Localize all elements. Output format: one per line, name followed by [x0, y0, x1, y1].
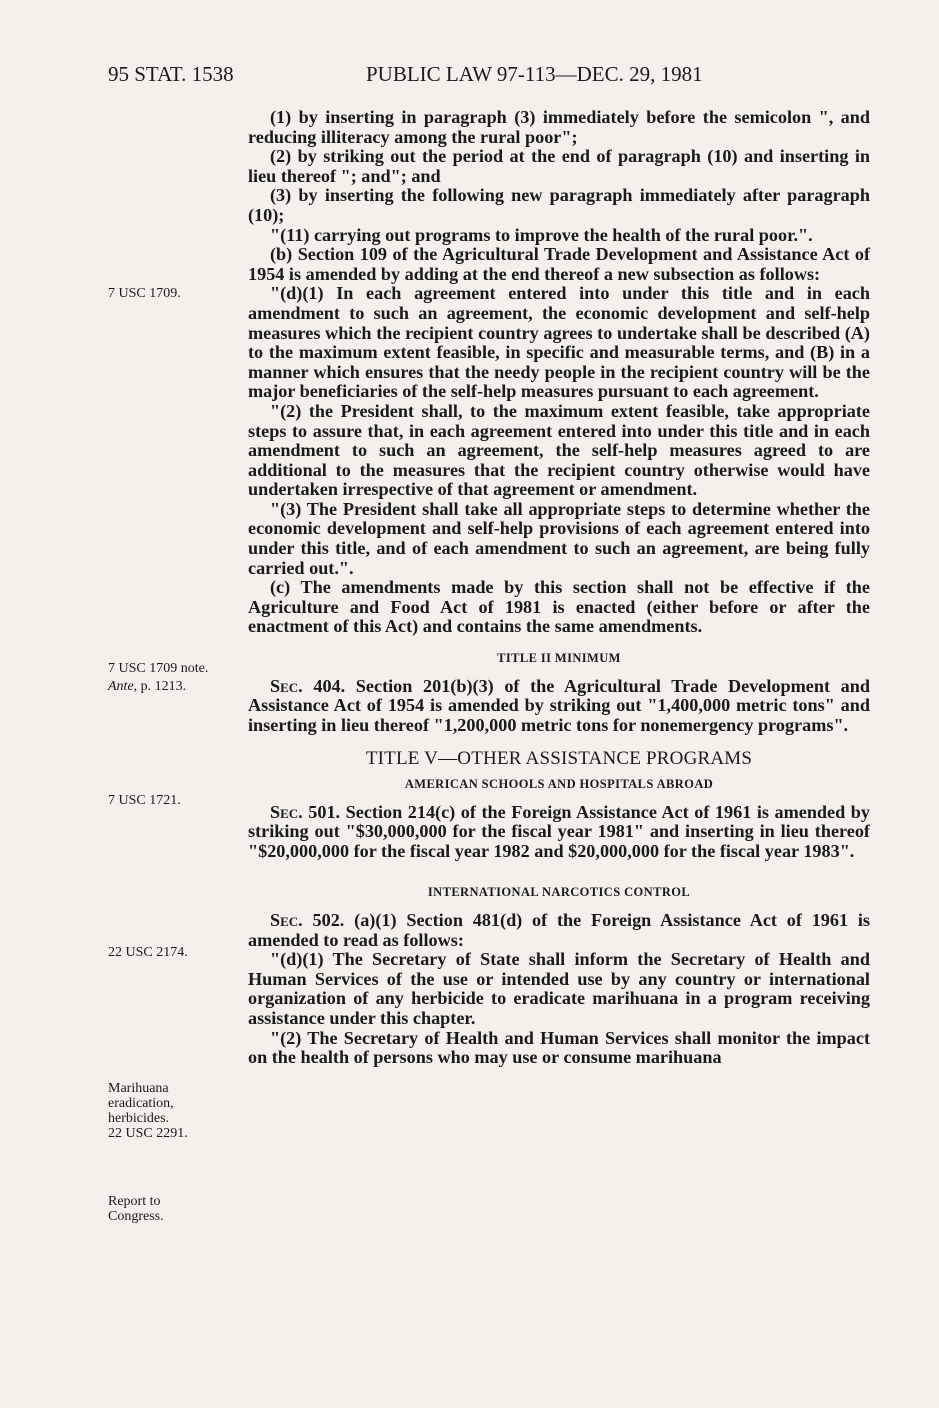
margin-note-usc-1709-note: 7 USC 1709 note. — [108, 661, 209, 676]
public-law-header: PUBLIC LAW 97-113—DEC. 29, 1981 — [366, 62, 703, 86]
margin-note-ante-italic: Ante, — [108, 679, 138, 694]
margin-note-usc-2174: 22 USC 2174. — [108, 945, 188, 960]
section-label: Sec. — [270, 801, 303, 822]
margin-note-line: Marihuana — [108, 1081, 169, 1096]
heading-title-v: TITLE V—OTHER ASSISTANCE PROGRAMS — [365, 748, 753, 770]
heading-american-schools: AMERICAN SCHOOLS AND HOSPITALS ABROAD — [404, 777, 714, 791]
subsection-502-d1: "(d)(1) The Secretary of State shall inform the Secretary of Health and Human Services of the use or intended use by any country or international organization of any herbicide to eradicate marihuana in a program receiving assistance under this chapter. — [248, 949, 870, 1028]
section-404 — [248, 677, 870, 736]
section-label: Sec. — [270, 909, 303, 930]
subsection-c: (c) The amendments made by this section shall not be effective if the Agriculture and Food Act of 1981 is enacted (either before or after the enactment of this Act) and contains the same amendments. — [248, 577, 870, 637]
margin-note-marihuana — [108, 1081, 238, 1141]
subsection-d3: "(3) The President shall take all appropriate steps to determine whether the economic development and self-help provisions of each agreement entered into under this title, and of each amendment to such an agreement, are being fully carried out.". — [248, 498, 870, 578]
statute-page-number: 95 STAT. 1538 — [108, 62, 234, 86]
margin-note-line: Congress. — [108, 1209, 164, 1224]
heading-title-ii-minimum: TITLE II MINIMUM — [497, 651, 621, 666]
paragraph-11: "(11) carrying out programs to improve the health of the rural poor.". — [270, 224, 813, 245]
margin-note-line: herbicides. — [108, 1111, 170, 1126]
paragraph-1: (1) by inserting in paragraph (3) immediately before the semicolon ", and reducing illiteracy among the rural poor"; — [248, 107, 870, 147]
paragraph-3: (3) by inserting the following new paragraph immediately after paragraph (10); — [248, 185, 870, 225]
subsection-b: (b) Section 109 of the Agricultural Trade Development and Assistance Act of 1954 is amended by adding at the end thereof a new subsection as follows: — [248, 244, 870, 284]
margin-note-ante-page: p. 1213. — [137, 679, 187, 694]
section-501-text: 501. Section 214(c) of the Foreign Assistance Act of 1961 is amended by striking out "$30,000,000 for the fiscal year 1981" and inserting in lieu thereof "$20,000,000 for the fiscal year 1982 and $20,000,000 for the fiscal year 1983". — [248, 801, 870, 861]
margin-note-ante — [108, 679, 238, 694]
subsection-502-d2: "(2) The Secretary of Health and Human Services shall monitor the impact on the health of persons who may use or consume marihuana — [248, 1027, 870, 1068]
margin-note-line: Report to — [108, 1194, 161, 1209]
margin-note-usc-1709: 7 USC 1709. — [108, 286, 181, 301]
margin-note-usc-1721: 7 USC 1721. — [108, 793, 181, 808]
section-502-text: 502. (a)(1) Section 481(d) of the Foreign Assistance Act of 1961 is amended to read as follows: — [248, 909, 870, 950]
section-502 — [248, 911, 870, 950]
statute-body — [248, 108, 870, 1068]
margin-note-line: eradication, — [108, 1096, 174, 1111]
section-404-text: 404. Section 201(b)(3) of the Agricultural Trade Development and Assistance Act of 1954 is amended by striking out "1,400,000 metric tons" and inserting in lieu thereof "1,200,000 metric tons for nonemergency programs". — [248, 675, 870, 735]
subsection-d2: "(2) the President shall, to the maximum extent feasible, take appropriate steps to assure that, in each agreement entered into under this title and in each amendment to such an agreement, the self-help measures agreed to are additional to the measures that the recipient country otherwise would have undertaken irrespective of that agreement or amendment. — [248, 400, 870, 500]
margin-note-line: 22 USC 2291. — [108, 1126, 188, 1141]
section-label: Sec. — [270, 675, 303, 696]
paragraph-2: (2) by striking out the period at the end of paragraph (10) and inserting in lieu thereof "; and"; and — [248, 146, 870, 186]
section-501 — [248, 803, 870, 862]
subsection-d1: "(d)(1) In each agreement entered into under this title and in each amendment to such an agreement, the economic development and self-help measures which the recipient country agrees to undertake shall be described (A) to the maximum extent feasible, in specific and measurable terms, and (B) in a manner which ensures that the needy people in the recipient country will be the major beneficiaries of the self-help measures pursuant to each agreement. — [248, 283, 870, 402]
heading-narcotics-control: INTERNATIONAL NARCOTICS CONTROL — [427, 885, 691, 900]
margin-note-report — [108, 1194, 238, 1224]
